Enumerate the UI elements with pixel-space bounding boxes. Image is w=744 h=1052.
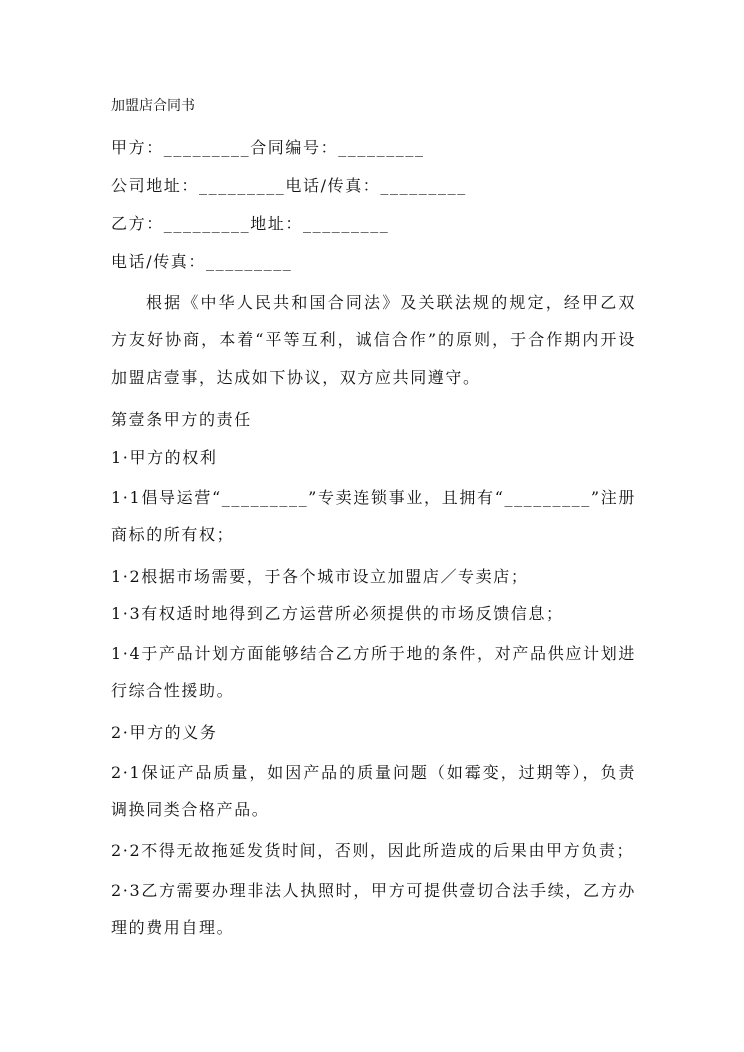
clause-2-1: 2·1保证产品质量，如因产品的质量问题（如霉变，过期等），负责调换同类合格产品。	[111, 763, 636, 820]
document-title: 加盟店合同书	[111, 98, 195, 114]
clause-2-2: 2·2不得无故拖延发货时间，否则，因此所造成的后果由甲方负责；	[111, 841, 635, 860]
clause-2-3: 2·3乙方需要办理非法人执照时，甲方可提供壹切合法手续，乙方办理的费用自理。	[111, 881, 636, 938]
preamble-paragraph: 根据《中华人民共和国合同法》及关联法规的规定，经甲乙双方友好协商，本着“平等互利，诚信合作”的原则，于合作期内开设加盟店壹事，达成如下协议，双方应共同遵守。	[111, 293, 636, 387]
section-2-heading: 2·甲方的义务	[111, 723, 218, 742]
section-1-heading: 1·甲方的权利	[111, 448, 218, 467]
header-party-b: 乙方：_________地址：_________	[111, 214, 390, 233]
clause-1-1: 1·1倡导运营“_________”专卖连锁事业，且拥有“_________”注册商标的所有权；	[111, 488, 636, 545]
clause-1-3: 1·3有权适时地得到乙方运营所必须提供的市场反馈信息；	[111, 604, 564, 623]
article-1-heading: 第壹条甲方的责任	[111, 410, 252, 429]
clause-1-4: 1·4于产品计划方面能够结合乙方所于地的条件，对产品供应计划进行综合性援助。	[111, 644, 636, 701]
header-party-a: 甲方：_________合同编号：_________	[111, 138, 425, 157]
header-phone-fax: 电话/传真：_________	[111, 252, 293, 271]
clause-1-2: 1·2根据市场需要，于各个城市设立加盟店／专卖店；	[111, 567, 529, 586]
header-company-address: 公司地址：_________电话/传真：_________	[111, 176, 467, 195]
